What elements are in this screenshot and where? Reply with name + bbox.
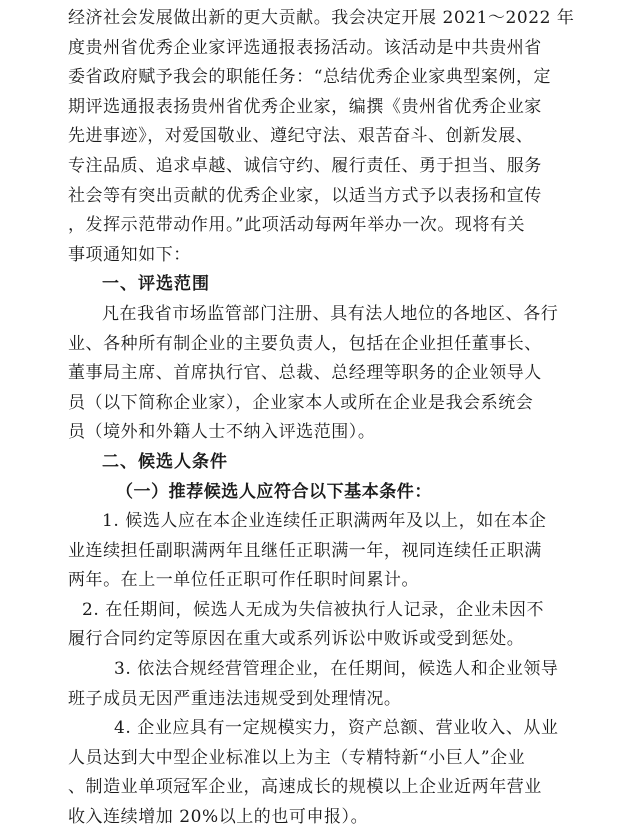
- body-line: 业、各种所有制企业的主要负责人，包括在企业担任董事长、: [68, 333, 542, 354]
- body-line: 收入连续增加 20%以上的也可申报）。: [68, 807, 369, 828]
- body-line: 度贵州省优秀企业家评选通报表扬活动。该活动是中共贵州省: [68, 37, 542, 58]
- body-line: 事项通知如下：: [68, 244, 191, 265]
- body-line: 人员达到大中型企业标准以上为主（专精特新“小巨人”企业: [68, 747, 526, 768]
- body-line: ，发挥示范带动作用。”此项活动每两年举办一次。现将有关: [68, 215, 526, 236]
- body-line: 委省政府赋予我会的职能任务：“总结优秀企业家典型案例，定: [68, 67, 552, 88]
- body-line: 期评选通报表扬贵州省优秀企业家，编撰《贵州省优秀企业家: [68, 96, 542, 117]
- body-line: 员（以下简称企业家），企业家本人或所在企业是我会系统会: [68, 392, 534, 413]
- body-line: 两年。在上一单位任正职可作任职时间累计。: [68, 570, 419, 591]
- body-line: 员（境外和外籍人士不纳入评选范围）。: [68, 422, 376, 443]
- section-heading-scope: 一、评选范围: [102, 274, 210, 295]
- body-line: 董事局主席、首席执行官、总裁、总经理等职务的企业领导人: [68, 363, 542, 384]
- body-line: 班子成员无因严重违法违规受到处理情况。: [68, 688, 402, 709]
- paragraph-first-line: 凡在我省市场监管部门注册、具有法人地位的各地区、各行: [102, 303, 559, 324]
- body-line: 经济社会发展做出新的更大贡献。我会决定开展 2021～2022 年: [68, 8, 575, 28]
- body-line: 履行合同约定等原因在重大或系列诉讼中败诉或受到惩处。: [68, 629, 525, 650]
- body-line: 社会等有突出贡献的优秀企业家，以适当方式予以表扬和宣传: [68, 185, 542, 206]
- subsection-heading: （一）推荐候选人应符合以下基本条件：: [116, 481, 432, 502]
- body-line: 业连续担任副职满两年且继任正职满一年，视同连续任正职满: [68, 540, 542, 561]
- section-heading-conditions: 二、候选人条件: [102, 451, 228, 472]
- body-line: 专注品质、追求卓越、诚信守约、履行责任、勇于担当、服务: [68, 155, 542, 176]
- document-page: [0, 4, 627, 828]
- body-line: 先进事迹》，对爱国敬业、遵纪守法、艰苦奋斗、创新发展、: [68, 126, 534, 147]
- list-item-3-first-line: 3. 依法合规经营管理企业，在任期间，候选人和企业领导: [114, 659, 559, 680]
- list-item-4-first-line: 4. 企业应具有一定规模实力，资产总额、营业收入、从业: [114, 718, 559, 739]
- body-line: 、制造业单项冠军企业，高速成长的规模以上企业近两年营业: [68, 777, 542, 798]
- list-item-2-first-line: 2. 在任期间，候选人无成为失信被执行人记录，企业未因不: [82, 599, 545, 620]
- list-item-1-first-line: 1. 候选人应在本企业连续任正职满两年及以上，如在本企: [102, 511, 547, 532]
